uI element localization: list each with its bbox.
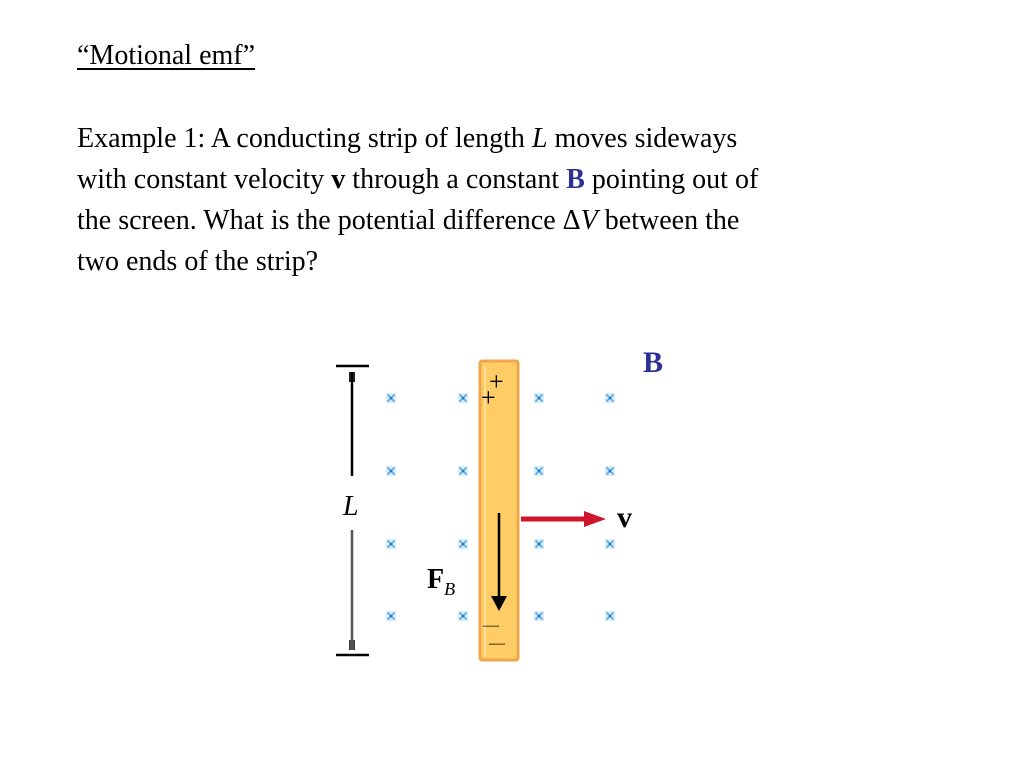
out-of-screen-field-marker-icon	[534, 466, 544, 476]
out-of-screen-field-marker-icon	[605, 393, 615, 403]
potential-symbol: V	[580, 205, 598, 236]
length-label: L	[343, 491, 359, 522]
slide-title: “Motional emf”	[77, 40, 256, 71]
positive-charge-sign: +	[489, 367, 504, 396]
force-label	[427, 564, 455, 599]
out-of-screen-field-marker-icon	[534, 539, 544, 549]
out-of-screen-field-marker-icon	[605, 611, 615, 621]
example-line-1-text-a: Example 1: A conducting strip of length	[77, 123, 532, 154]
out-of-screen-field-marker-icon	[534, 611, 544, 621]
out-of-screen-field-marker-icon	[458, 539, 468, 549]
out-of-screen-field-marker-icon	[605, 466, 615, 476]
delta-symbol: Δ	[562, 205, 581, 236]
field-symbol: B	[566, 164, 585, 195]
force-label-subscript: B	[444, 579, 456, 599]
velocity-arrow	[521, 511, 606, 527]
negative-charge-sign: —	[483, 617, 499, 634]
out-of-screen-field-marker-icon	[458, 466, 468, 476]
out-of-screen-field-marker-icon	[386, 393, 396, 403]
example-line-2-text-a: with constant velocity	[77, 164, 332, 195]
out-of-screen-field-marker-icon	[386, 611, 396, 621]
example-line-4: two ends of the strip?	[77, 246, 319, 277]
example-line-2-text-b: through a constant	[345, 164, 567, 195]
example-line-1-text-b: moves sideways	[547, 123, 738, 154]
example-line-3-text-a: the screen. What is the potential difference	[77, 205, 563, 236]
out-of-screen-field-marker-icon	[458, 611, 468, 621]
out-of-screen-field-marker-icon	[386, 466, 396, 476]
out-of-screen-field-marker-icon	[534, 393, 544, 403]
force-label-main: F	[427, 564, 445, 595]
velocity-label: v	[617, 501, 632, 534]
example-line-2-text-c: pointing out of	[584, 164, 759, 195]
velocity-symbol: v	[331, 164, 346, 195]
field-label: B	[643, 346, 664, 379]
length-symbol: L	[531, 123, 548, 154]
out-of-screen-field-marker-icon	[386, 539, 396, 549]
positive-charge-sign: +	[481, 383, 496, 412]
out-of-screen-field-marker-icon	[458, 393, 468, 403]
example-line-3-text-b: between the	[597, 205, 740, 236]
negative-charge-sign: —	[489, 635, 505, 652]
velocity-arrow-head	[584, 511, 606, 527]
length-dimension	[336, 366, 369, 655]
out-of-screen-field-marker-icon	[605, 539, 615, 549]
